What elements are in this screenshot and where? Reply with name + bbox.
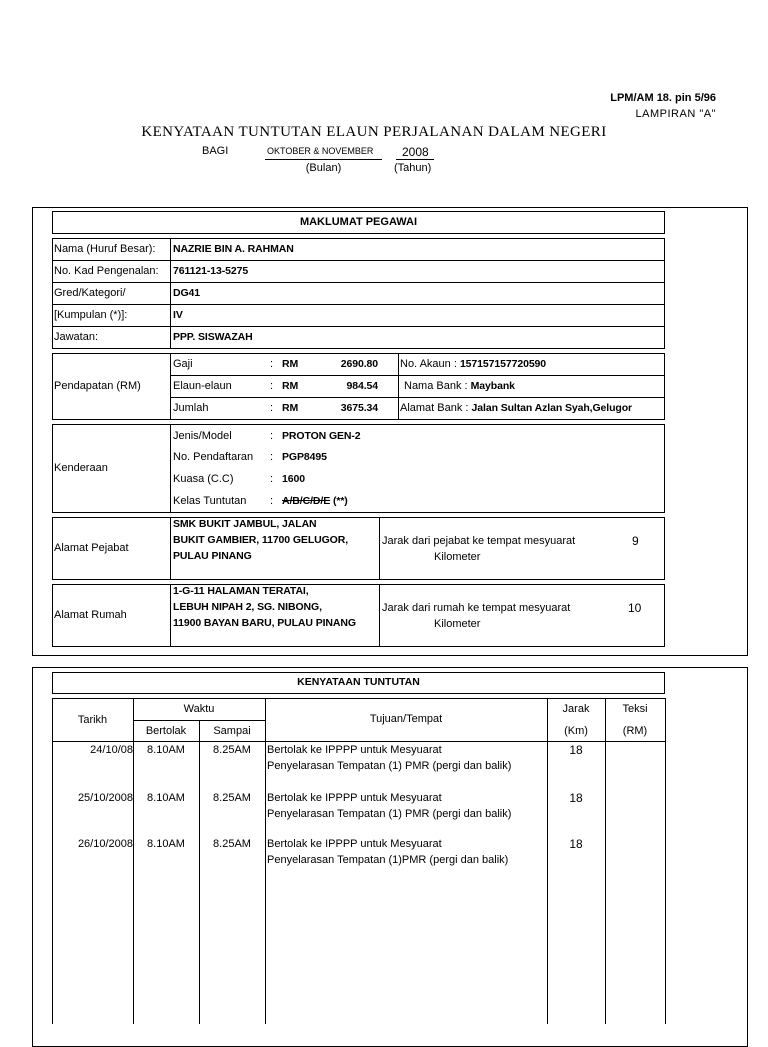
row-jarak: 18 — [569, 791, 583, 805]
gaji-amount: 2690.80 — [340, 358, 378, 370]
rumah-jarak-value: 10 — [628, 601, 642, 615]
row-tarikh: 26/10/2008 — [77, 838, 133, 850]
row-tarikh: 24/10/08 — [90, 744, 133, 756]
year-underline — [396, 159, 434, 160]
kelas-suffix: (**) — [332, 495, 348, 507]
jenis-sep: : — [270, 430, 274, 442]
row-bertolak: 8.10AM — [147, 838, 185, 850]
pendapatan-label: Pendapatan (RM) — [54, 380, 141, 392]
form-title: KENYATAAN TUNTUTAN ELAUN PERJALANAN DALAM NEGERI — [141, 124, 607, 140]
row-divider — [52, 260, 665, 261]
col-jarak: Jarak — [562, 703, 590, 715]
row-jarak: 18 — [569, 743, 583, 757]
row-tujuan-line-1: Bertolak ke IPPPP untuk Mesyuarat — [267, 744, 442, 756]
ic-value: 761121-13-5275 — [173, 265, 249, 277]
elaun-label: Elaun-elaun — [173, 380, 232, 392]
rumah-jarak-text: Jarak dari rumah ke tempat mesyuarat — [382, 602, 571, 614]
column-divider — [170, 584, 171, 647]
alamat-bank-value: Jalan Sultan Azlan Syah,Gelugor — [471, 402, 633, 414]
column-divider — [170, 238, 171, 349]
pejabat-line-2: BUKIT GAMBIER, 11700 GELUGOR, — [173, 534, 349, 546]
table-row — [52, 791, 665, 835]
kumpulan-value: IV — [173, 309, 183, 321]
row-sampai: 8.25AM — [213, 792, 251, 804]
bagi-label: BAGI — [202, 145, 229, 157]
alamat-rumah-label: Alamat Rumah — [54, 609, 127, 621]
elaun-amount: 984.54 — [346, 380, 378, 392]
row-tujuan-line-2: Penyelarasan Tempatan (1) PMR (pergi dan balik) — [267, 760, 512, 772]
row-tarikh: 25/10/2008 — [77, 792, 133, 804]
pejabat-jarak-text: Jarak dari pejabat ke tempat mesyuarat — [382, 535, 576, 547]
lampiran-label: LAMPIRAN "A" — [635, 108, 716, 120]
column-divider — [379, 584, 380, 647]
row-tujuan-line-1: Bertolak ke IPPPP untuk Mesyuarat — [267, 792, 442, 804]
gaji-sep: : — [270, 358, 274, 370]
row-sampai: 8.25AM — [213, 744, 251, 756]
kuasa-value: 1600 — [282, 473, 305, 485]
akaun-value: 157157157720590 — [459, 358, 547, 370]
column-divider — [170, 353, 171, 420]
month-underline — [265, 159, 382, 160]
form-reference: LPM/AM 18. pin 5/96 — [610, 92, 716, 104]
bank-value: Maybank — [470, 380, 515, 392]
row-jarak: 18 — [569, 837, 583, 851]
row-divider — [52, 304, 665, 305]
gaji-currency: RM — [282, 358, 299, 370]
bank-field — [404, 380, 515, 392]
jumlah-currency: RM — [282, 402, 299, 414]
alamat-pejabat-label: Alamat Pejabat — [54, 542, 129, 554]
pejabat-jarak-value: 9 — [632, 534, 639, 548]
col-tarikh: Tarikh — [77, 714, 108, 726]
table-right-border — [665, 698, 666, 1024]
alamat-bank-label: Alamat Bank : — [400, 402, 469, 414]
row-tujuan-line-1: Bertolak ke IPPPP untuk Mesyuarat — [267, 838, 442, 850]
alamat-pejabat-table — [52, 517, 665, 580]
pendaftaran-sep: : — [270, 451, 274, 463]
pejabat-jarak-unit: Kilometer — [434, 551, 481, 563]
table-row — [52, 743, 665, 787]
col-sampai: Sampai — [213, 725, 251, 737]
table-row — [52, 837, 665, 881]
kelas-struck-options: A/B/C/D/E — [282, 495, 331, 507]
rumah-line-2: LEBUH NIPAH 2, SG. NIBONG, — [173, 601, 322, 613]
nama-label: Nama (Huruf Besar): — [54, 243, 156, 255]
tuntutan-heading: KENYATAAN TUNTUTAN — [297, 676, 420, 688]
column-divider — [170, 424, 171, 513]
col-tujuan: Tujuan/Tempat — [369, 713, 443, 725]
pendaftaran-value: PGP8495 — [282, 451, 327, 463]
row-divider — [52, 282, 665, 283]
header-bottom-border — [52, 741, 665, 742]
ic-label: No. Kad Pengenalan: — [54, 265, 159, 277]
row-divider — [170, 375, 665, 376]
col-teksi: Teksi — [622, 703, 648, 715]
pejabat-line-1: SMK BUKIT JAMBUL, JALAN — [173, 518, 317, 530]
jenis-value: PROTON GEN-2 — [282, 430, 361, 442]
col-rm: (RM) — [622, 725, 648, 737]
row-divider — [52, 326, 665, 327]
jawatan-label: Jawatan: — [54, 331, 99, 343]
bank-label: Nama Bank : — [404, 380, 468, 392]
row-tujuan-line-2: Penyelarasan Tempatan (1)PMR (pergi dan balik) — [267, 854, 509, 866]
maklumat-heading: MAKLUMAT PEGAWAI — [299, 216, 418, 228]
column-divider — [379, 517, 380, 580]
year-value: 2008 — [402, 145, 429, 159]
jawatan-value: PPP. SISWAZAH — [173, 331, 253, 343]
gred-value: DG41 — [173, 287, 201, 299]
row-sampai: 8.25AM — [213, 838, 251, 850]
kelas-sep: : — [270, 495, 274, 507]
akaun-label: No. Akaun : — [400, 358, 457, 370]
alamat-rumah-table — [52, 584, 665, 647]
nama-value: NAZRIE BIN A. RAHMAN — [173, 243, 294, 255]
col-bertolak: Bertolak — [145, 725, 187, 737]
jumlah-amount: 3675.34 — [340, 402, 378, 414]
col-waktu: Waktu — [183, 703, 215, 715]
year-caption: (Tahun) — [394, 162, 432, 174]
column-divider — [398, 353, 399, 420]
jumlah-label: Jumlah — [173, 402, 209, 414]
kuasa-sep: : — [270, 473, 274, 485]
month-caption: (Bulan) — [305, 162, 342, 174]
pejabat-line-3: PULAU PINANG — [173, 550, 252, 562]
elaun-currency: RM — [282, 380, 299, 392]
kelas-value — [282, 495, 348, 507]
table-top-border — [52, 698, 665, 699]
jumlah-sep: : — [270, 402, 274, 414]
jenis-label: Jenis/Model — [173, 430, 232, 442]
akaun-field — [400, 358, 546, 370]
elaun-sep: : — [270, 380, 274, 392]
rumah-line-1: 1-G-11 HALAMAN TERATAI, — [173, 585, 309, 597]
row-bertolak: 8.10AM — [147, 792, 185, 804]
rumah-line-3: 11900 BAYAN BARU, PULAU PINANG — [173, 617, 356, 629]
kuasa-label: Kuasa (C.C) — [173, 473, 234, 485]
kumpulan-label: [Kumpulan (*)]: — [54, 309, 128, 321]
row-divider — [170, 397, 665, 398]
kelas-label: Kelas Tuntutan — [173, 495, 247, 507]
row-tujuan-line-2: Penyelarasan Tempatan (1) PMR (pergi dan balik) — [267, 808, 512, 820]
kenderaan-label: Kenderaan — [54, 462, 108, 474]
pendaftaran-label: No. Pendaftaran — [173, 451, 254, 463]
col-km: (Km) — [564, 725, 588, 737]
rumah-jarak-unit: Kilometer — [434, 618, 481, 630]
gred-label: Gred/Kategori/ — [54, 287, 126, 299]
gaji-label: Gaji — [173, 358, 193, 370]
month-value: OKTOBER & NOVEMBER — [267, 146, 374, 156]
column-divider — [170, 517, 171, 580]
alamat-bank-field — [400, 402, 632, 414]
row-bertolak: 8.10AM — [147, 744, 185, 756]
